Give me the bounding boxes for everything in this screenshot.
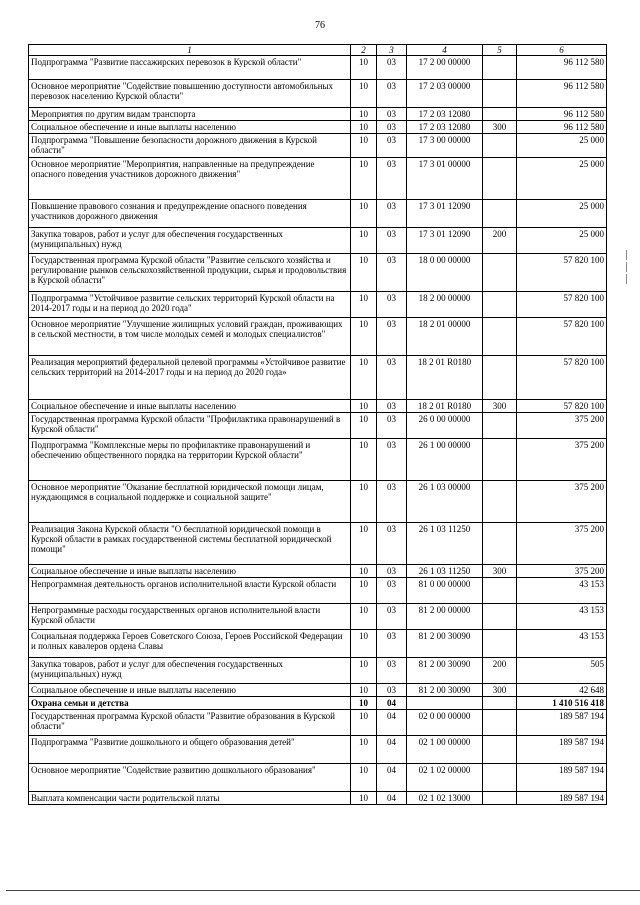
cell-target-article: 18 2 01 00000 [407, 318, 483, 356]
cell-target-article: 26 1 03 11250 [407, 565, 483, 578]
cell-expense-type [483, 158, 517, 200]
cell-amount: 375 200 [517, 523, 607, 565]
table-row [29, 578, 607, 604]
table-row [29, 523, 607, 565]
cell-amount: 57 820 100 [517, 400, 607, 413]
cell-subsection: 04 [377, 697, 407, 710]
cell-amount: 505 [517, 658, 607, 684]
cell-section: 10 [351, 356, 377, 400]
cell-name: Подпрограмма "Развитие дошкольного и общего образования детей" [29, 736, 351, 764]
cell-expense-type: 300 [483, 684, 517, 697]
table-row [29, 481, 607, 523]
header-col-3: 3 [377, 45, 407, 56]
cell-expense-type [483, 254, 517, 292]
cell-expense-type [483, 710, 517, 736]
cell-subsection: 03 [377, 108, 407, 121]
table-row [29, 292, 607, 318]
table-row [29, 565, 607, 578]
cell-subsection: 04 [377, 710, 407, 736]
cell-name: Основное мероприятие "Содействие развитию дошкольного образования" [29, 764, 351, 792]
cell-name: Подпрограмма "Комплексные меры по профилактике правонарушений и обеспечению общественного порядка на территории Курской области" [29, 439, 351, 481]
cell-subsection: 03 [377, 630, 407, 658]
cell-section: 10 [351, 121, 377, 134]
header-col-2: 2 [351, 45, 377, 56]
cell-amount: 375 200 [517, 413, 607, 439]
cell-name: Основное мероприятие "Мероприятия, направленные на предупреждение опасного поведения участников дорожного движения" [29, 158, 351, 200]
cell-expense-type: 200 [483, 658, 517, 684]
cell-expense-type [483, 439, 517, 481]
cell-expense-type [483, 736, 517, 764]
cell-target-article: 26 1 03 11250 [407, 523, 483, 565]
table-row [29, 736, 607, 764]
table-row [29, 439, 607, 481]
cell-name: Основное мероприятие "Содействие повышению доступности автомобильных перевозок населению Курской области" [29, 80, 351, 108]
header-col-1: 1 [29, 45, 351, 56]
cell-amount: 375 200 [517, 439, 607, 481]
cell-target-article: 17 3 01 00000 [407, 158, 483, 200]
cell-name: Социальное обеспечение и иные выплаты населению [29, 121, 351, 134]
cell-section: 10 [351, 710, 377, 736]
cell-target-article: 26 1 03 00000 [407, 481, 483, 523]
cell-amount: 96 112 580 [517, 108, 607, 121]
cell-subsection: 03 [377, 121, 407, 134]
cell-name: Основное мероприятие "Улучшение жилищных условий граждан, проживающих в сельской местности, в том числе молодых семей и молодых специалистов" [29, 318, 351, 356]
cell-name: Реализация Закона Курской области "О бесплатной юридической помощи в Курской области в рамках государственной системы бесплатной юридической помощи" [29, 523, 351, 565]
cell-target-article: 02 0 00 00000 [407, 710, 483, 736]
cell-expense-type [483, 764, 517, 792]
table-row [29, 134, 607, 158]
cell-amount: 189 587 194 [517, 792, 607, 805]
cell-expense-type [483, 292, 517, 318]
cell-subsection: 04 [377, 792, 407, 805]
cell-name: Закупка товаров, работ и услуг для обеспечения государственных (муниципальных) нужд [29, 228, 351, 254]
cell-section: 10 [351, 292, 377, 318]
cell-subsection: 03 [377, 604, 407, 630]
cell-section: 10 [351, 658, 377, 684]
cell-amount: 43 153 [517, 604, 607, 630]
header-col-6: 6 [517, 45, 607, 56]
cell-section: 10 [351, 439, 377, 481]
cell-subsection: 03 [377, 578, 407, 604]
table-row [29, 318, 607, 356]
cell-amount: 375 200 [517, 565, 607, 578]
table-row [29, 604, 607, 630]
cell-section: 10 [351, 318, 377, 356]
cell-subsection: 03 [377, 481, 407, 523]
cell-subsection: 03 [377, 356, 407, 400]
cell-section: 10 [351, 400, 377, 413]
cell-target-article: 81 2 00 30090 [407, 658, 483, 684]
cell-subsection: 03 [377, 318, 407, 356]
cell-target-article: 02 1 00 00000 [407, 736, 483, 764]
table-row [29, 356, 607, 400]
cell-expense-type [483, 134, 517, 158]
cell-expense-type [483, 80, 517, 108]
table-row [29, 56, 607, 80]
cell-amount: 25 000 [517, 228, 607, 254]
cell-target-article: 02 1 02 00000 [407, 764, 483, 792]
cell-expense-type [483, 481, 517, 523]
cell-subsection: 03 [377, 134, 407, 158]
margin-mark [626, 262, 627, 272]
cell-subsection: 03 [377, 292, 407, 318]
cell-subsection: 03 [377, 439, 407, 481]
cell-target-article: 81 0 00 00000 [407, 578, 483, 604]
cell-target-article: 17 2 03 12080 [407, 121, 483, 134]
cell-expense-type [483, 56, 517, 80]
cell-subsection: 03 [377, 413, 407, 439]
cell-name: Реализация мероприятий федеральной целевой программы «Устойчивое развитие сельских территорий на 2014-2017 годы и на период до 2020 года» [29, 356, 351, 400]
cell-expense-type [483, 604, 517, 630]
cell-section: 10 [351, 604, 377, 630]
cell-section: 10 [351, 80, 377, 108]
cell-name: Непрограммная деятельность органов исполнительной власти Курской области [29, 578, 351, 604]
cell-name: Социальное обеспечение и иные выплаты населению [29, 684, 351, 697]
header-col-5: 5 [483, 45, 517, 56]
cell-subsection: 03 [377, 200, 407, 228]
table-row [29, 792, 607, 805]
cell-name: Охрана семьи и детства [29, 697, 351, 710]
table-row [29, 80, 607, 108]
cell-section: 10 [351, 523, 377, 565]
table-row [29, 121, 607, 134]
cell-subsection: 04 [377, 736, 407, 764]
cell-subsection: 03 [377, 523, 407, 565]
cell-target-article: 17 3 00 00000 [407, 134, 483, 158]
cell-subsection: 03 [377, 254, 407, 292]
cell-section: 10 [351, 134, 377, 158]
cell-target-article: 18 0 00 00000 [407, 254, 483, 292]
cell-target-article: 26 0 00 00000 [407, 413, 483, 439]
cell-amount: 57 820 100 [517, 254, 607, 292]
cell-name: Закупка товаров, работ и услуг для обеспечения государственных (муниципальных) нужд [29, 658, 351, 684]
cell-name: Основное мероприятие "Оказание бесплатной юридической помощи лицам, нуждающимся в социальной поддержке и социальной защите" [29, 481, 351, 523]
cell-expense-type [483, 318, 517, 356]
cell-subsection: 03 [377, 400, 407, 413]
cell-expense-type [483, 108, 517, 121]
cell-subsection: 03 [377, 158, 407, 200]
table-row [29, 108, 607, 121]
table-row [29, 254, 607, 292]
cell-target-article: 81 2 00 00000 [407, 604, 483, 630]
cell-target-article: 26 1 00 00000 [407, 439, 483, 481]
budget-table [28, 44, 607, 805]
cell-section: 10 [351, 158, 377, 200]
cell-section: 10 [351, 684, 377, 697]
cell-name: Непрограммные расходы государственных органов исполнительной власти Курской области [29, 604, 351, 630]
cell-target-article: 18 2 01 R0180 [407, 356, 483, 400]
cell-name: Социальное обеспечение и иные выплаты населению [29, 400, 351, 413]
cell-amount: 189 587 194 [517, 736, 607, 764]
cell-expense-type: 200 [483, 228, 517, 254]
table-row [29, 400, 607, 413]
margin-mark [626, 274, 627, 284]
cell-section: 10 [351, 697, 377, 710]
cell-subsection: 03 [377, 80, 407, 108]
cell-name: Мероприятия по другим видам транспорта [29, 108, 351, 121]
cell-expense-type [483, 413, 517, 439]
cell-target-article: 81 2 00 30090 [407, 630, 483, 658]
cell-expense-type: 300 [483, 565, 517, 578]
cell-section: 10 [351, 108, 377, 121]
cell-target-article: 17 2 03 00000 [407, 80, 483, 108]
cell-section: 10 [351, 254, 377, 292]
cell-expense-type [483, 697, 517, 710]
page-number: 76 [315, 20, 325, 31]
cell-name: Выплата компенсации части родительской платы [29, 792, 351, 805]
cell-target-article: 17 3 01 12090 [407, 228, 483, 254]
cell-name: Подпрограмма "Устойчивое развитие сельских территорий Курской области на 2014-2017 годы и на период до 2020 года" [29, 292, 351, 318]
table-row [29, 228, 607, 254]
table-row [29, 710, 607, 736]
cell-section: 10 [351, 56, 377, 80]
table-row [29, 413, 607, 439]
table-row [29, 200, 607, 228]
cell-expense-type [483, 200, 517, 228]
cell-expense-type: 300 [483, 121, 517, 134]
cell-target-article: 18 2 01 R0180 [407, 400, 483, 413]
cell-section: 10 [351, 565, 377, 578]
cell-name: Государственная программа Курской области "Профилактика правонарушений в Курской области" [29, 413, 351, 439]
table-row [29, 764, 607, 792]
cell-amount: 43 153 [517, 578, 607, 604]
cell-amount: 375 200 [517, 481, 607, 523]
cell-amount: 57 820 100 [517, 356, 607, 400]
cell-section: 10 [351, 736, 377, 764]
cell-name: Повышение правового сознания и предупреждение опасного поведения участников дорожного движения [29, 200, 351, 228]
table-row [29, 697, 607, 710]
cell-expense-type [483, 356, 517, 400]
cell-amount: 96 112 580 [517, 121, 607, 134]
cell-name: Государственная программа Курской области "Развитие сельского хозяйства и регулирование рынков сельскохозяйственной продукции, сырья и продовольствия в Курской области" [29, 254, 351, 292]
table-row [29, 630, 607, 658]
table-header-row [29, 45, 607, 56]
cell-expense-type [483, 578, 517, 604]
cell-subsection: 03 [377, 228, 407, 254]
cell-name: Социальная поддержка Героев Советского Союза, Героев Российской Федерации и полных кавалеров ордена Славы [29, 630, 351, 658]
cell-target-article: 02 1 02 13000 [407, 792, 483, 805]
cell-amount: 42 648 [517, 684, 607, 697]
table-body [29, 56, 607, 805]
cell-section: 10 [351, 764, 377, 792]
cell-amount: 1 410 516 418 [517, 697, 607, 710]
cell-target-article: 18 2 00 00000 [407, 292, 483, 318]
cell-amount: 189 587 194 [517, 710, 607, 736]
cell-section: 10 [351, 630, 377, 658]
cell-expense-type [483, 630, 517, 658]
cell-amount: 25 000 [517, 158, 607, 200]
cell-amount: 25 000 [517, 200, 607, 228]
table-row [29, 684, 607, 697]
cell-name: Социальное обеспечение и иные выплаты населению [29, 565, 351, 578]
cell-subsection: 03 [377, 565, 407, 578]
cell-subsection: 03 [377, 684, 407, 697]
cell-expense-type: 300 [483, 400, 517, 413]
cell-target-article: 81 2 00 30090 [407, 684, 483, 697]
header-col-4: 4 [407, 45, 483, 56]
cell-section: 10 [351, 578, 377, 604]
cell-name: Подпрограмма "Развитие пассажирских перевозок в Курской области" [29, 56, 351, 80]
cell-amount: 57 820 100 [517, 318, 607, 356]
cell-amount: 189 587 194 [517, 764, 607, 792]
cell-section: 10 [351, 481, 377, 523]
cell-target-article: 17 2 00 00000 [407, 56, 483, 80]
cell-subsection: 03 [377, 658, 407, 684]
cell-amount: 43 153 [517, 630, 607, 658]
cell-subsection: 03 [377, 56, 407, 80]
cell-target-article: 17 2 03 12080 [407, 108, 483, 121]
cell-amount: 57 820 100 [517, 292, 607, 318]
cell-target-article [407, 697, 483, 710]
cell-amount: 25 000 [517, 134, 607, 158]
cell-section: 10 [351, 413, 377, 439]
cell-subsection: 04 [377, 764, 407, 792]
cell-target-article: 17 3 01 12090 [407, 200, 483, 228]
cell-section: 10 [351, 792, 377, 805]
cell-amount: 96 112 580 [517, 56, 607, 80]
margin-mark [626, 250, 627, 260]
cell-name: Государственная программа Курской области "Развитие образования в Курской области" [29, 710, 351, 736]
cell-section: 10 [351, 228, 377, 254]
page-bottom-rule [6, 890, 640, 891]
table-row [29, 658, 607, 684]
cell-expense-type [483, 523, 517, 565]
cell-name: Подпрограмма "Повышение безопасности дорожного движения в Курской области" [29, 134, 351, 158]
cell-section: 10 [351, 200, 377, 228]
table-row [29, 158, 607, 200]
cell-expense-type [483, 792, 517, 805]
cell-amount: 96 112 580 [517, 80, 607, 108]
